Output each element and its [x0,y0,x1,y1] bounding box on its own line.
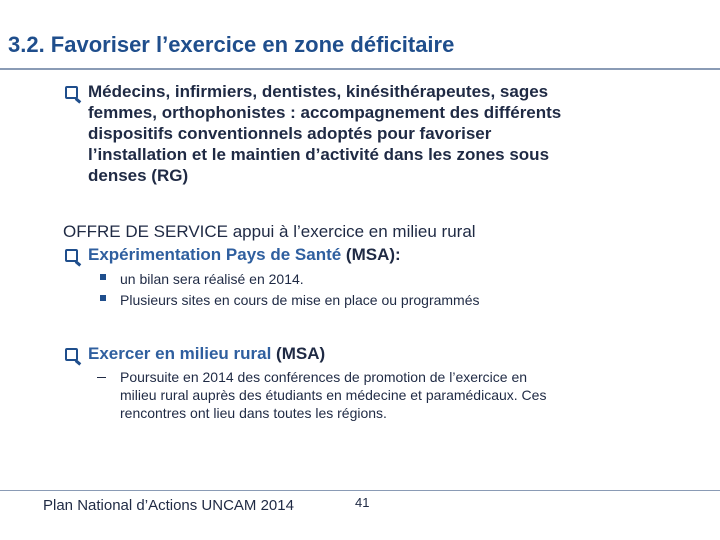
detail-line: rencontres ont lieu dans toutes les régions. [120,405,387,421]
subitem-sites: Plusieurs sites en cours de mise en place ou programmés [120,292,480,308]
dash-bullet-icon [97,377,106,378]
item-exercer [88,343,325,364]
item-exercer-suffix: (MSA) [271,344,326,363]
square-bullet-icon [100,295,106,301]
page-number: 41 [355,495,370,510]
subitem-bilan: un bilan sera réalisé en 2014. [120,271,304,287]
footer-divider [0,490,720,491]
offre-service-heading: OFFRE DE SERVICE appui à l’exercice en milieu rural [63,222,476,241]
item-exercer-label: Exercer en milieu rural [88,344,272,363]
detail-line: milieu rural auprès des étudiants en médecine et paramédicaux. Ces [120,387,547,403]
square-bullet-icon [100,274,106,280]
section1-line: denses (RG) [88,166,189,185]
slide-title: 3.2. Favoriser l’exercice en zone déficitaire [8,32,455,57]
checkbox-bullet-icon [65,86,78,99]
section1-text [88,81,708,186]
item-experimentation [88,244,401,265]
item-experimentation-label: Expérimentation Pays de Santé [88,245,342,264]
detail-line: Poursuite en 2014 des conférences de promotion de l’exercice en [120,369,528,385]
section1-line: femmes, orthophonistes : accompagnement des différents [88,103,562,122]
footer-text: Plan National d’Actions UNCAM 2014 [43,497,294,514]
section1-line: l’installation et le maintien d’activité dans les zones sous [88,145,550,164]
detail-text [120,368,700,422]
item-experimentation-suffix: (MSA): [341,245,401,264]
checkbox-bullet-icon [65,348,78,361]
title-divider [0,68,720,70]
checkbox-bullet-icon [65,249,78,262]
section1-line: dispositifs conventionnels adoptés pour favoriser [88,124,492,143]
section1-line: Médecins, infirmiers, dentistes, kinésithérapeutes, sages [88,82,549,101]
